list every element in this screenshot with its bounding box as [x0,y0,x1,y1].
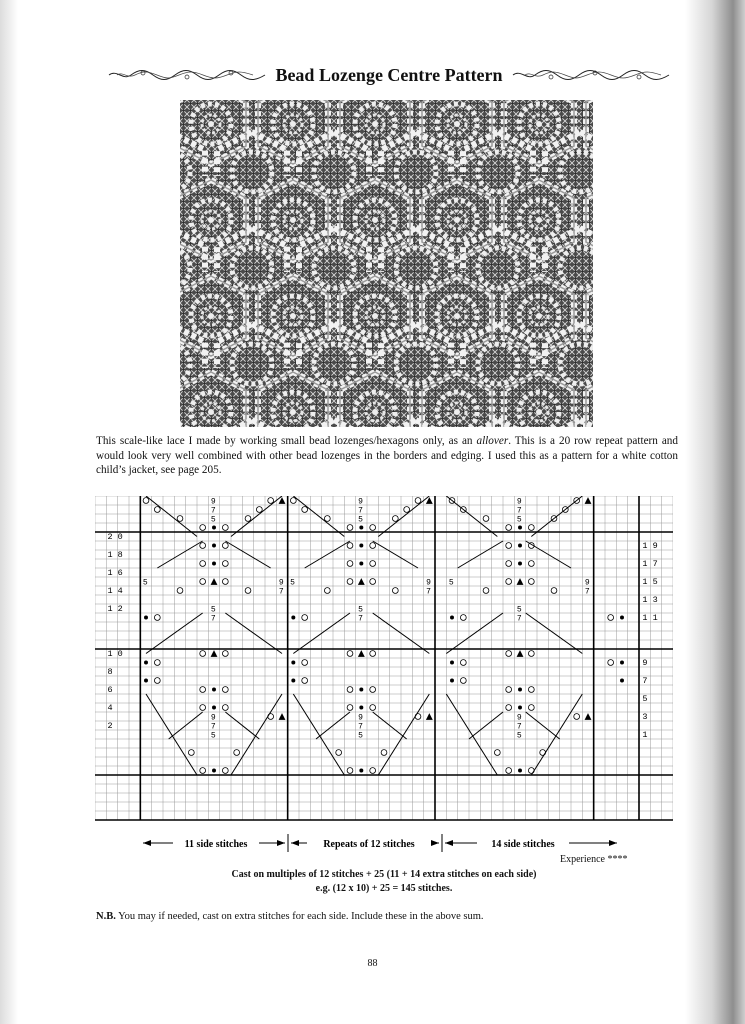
stitch-count-number: 7 [516,614,522,624]
stitch-count-number: 9 [584,578,590,588]
stitch-count-number: 5 [290,578,295,588]
stitch-count-number: 7 [210,506,216,516]
stitch-count-number: 5 [358,605,363,615]
arrow-left-icon [143,840,151,846]
cast-on-line2: e.g. (12 x 10) + 25 = 145 stitches. [315,883,453,894]
row-number-right: 1 1 [642,613,658,624]
stitch-count-number: 9 [516,713,522,723]
stitch-count-number: 9 [210,713,216,723]
bead-symbol [620,661,624,665]
bead-symbol [518,769,522,773]
bead-symbol [518,688,522,692]
bead-symbol [291,661,295,665]
nb-note [96,911,686,922]
bead-symbol [518,562,522,566]
stitch-count-number: 7 [584,587,590,597]
row-number-right: 1 7 [642,559,658,570]
binding-gutter-shadow [685,0,745,1024]
row-number-left: 1 6 [107,568,123,579]
lace-swatch-photo [180,100,593,427]
stitch-count-number: 5 [516,731,522,741]
row-number-left: 1 8 [107,550,123,561]
bead-symbol [518,544,522,548]
intro-text-part1: This scale-like lace I made by working small bead lozenges/hexagons only, as an [96,435,477,447]
row-number-left: 4 [107,703,113,714]
stitch-count-number: 5 [448,578,454,588]
bead-symbol [212,706,216,710]
row-number-right: 1 9 [642,541,658,552]
stitch-count-number: 7 [278,587,284,597]
stitch-count-number: 9 [278,578,284,588]
bead-symbol [144,661,148,665]
bead-symbol [212,688,216,692]
repeats-label: Repeats of 12 stitches [323,839,415,850]
arrow-left-icon [445,840,453,846]
bead-symbol [359,526,363,530]
stitch-count-number: 5 [210,515,216,525]
arrow-right-icon [277,840,285,846]
arrow-right-icon [609,840,617,846]
bead-symbol [359,769,363,773]
bead-symbol [359,544,363,548]
bead-symbol [450,661,454,665]
stitch-count-number: 5 [142,578,148,588]
stitch-count-number: 5 [358,515,363,525]
cast-on-line1: Cast on multiples of 12 stitches + 25 (11 + 14 extra stitches on each side) [231,869,537,880]
bead-symbol [518,526,522,530]
nb-label: N.B. [96,911,116,922]
bead-symbol [450,616,454,620]
stitch-count-number: 9 [358,497,363,507]
bead-symbol [144,679,148,683]
stitch-count-number: 5 [210,731,216,741]
stitch-count-number: 5 [210,605,216,615]
bead-symbol [450,679,454,683]
stitch-count-number: 9 [210,497,216,507]
bead-symbol [359,562,363,566]
bead-symbol [212,562,216,566]
arrow-right-icon [431,840,439,846]
knitting-chart [95,496,673,834]
bead-symbol [359,706,363,710]
row-number-left: 6 [107,685,113,696]
page-title: Bead Lozenge Centre Pattern [275,64,503,85]
cast-on-instructions [95,868,673,896]
arrow-left-icon [291,840,299,846]
left-flourish-icon [107,67,267,83]
side-left-label: 11 side stitches [184,839,248,850]
page-number: 88 [367,958,378,969]
bead-symbol [620,679,624,683]
stitch-count-number: 7 [358,722,363,732]
row-number-right: 5 [642,694,648,705]
stitch-count-number: 7 [358,614,363,624]
row-number-right: 1 3 [642,595,658,606]
experience-rating: Experience **** [560,854,628,865]
bead-symbol [144,616,148,620]
bead-symbol [620,616,624,620]
row-number-right: 1 [642,730,648,741]
chart-background [95,496,673,834]
intro-paragraph [96,434,678,478]
stitch-count-number: 5 [358,731,363,741]
bead-symbol [212,769,216,773]
stitch-count-number: 9 [358,713,363,723]
title-row [100,62,678,88]
right-flourish-icon [511,67,671,83]
bead-symbol [291,679,295,683]
intro-text-part2: . This is a 20 row repeat pattern and would look very well combined with other bead lozenges in the borders and edging. I used this as a pattern for a white cotton child’s jacket, see page 205. [96,435,678,477]
row-number-left: 1 2 [107,604,123,615]
side-right-label: 14 side stitches [491,839,555,850]
row-number-right: 9 [642,658,648,669]
stitch-count-number: 7 [358,506,363,516]
stitch-count-number: 7 [516,722,522,732]
bead-symbol [518,706,522,710]
bead-symbol [212,544,216,548]
stitch-count-number: 9 [426,578,431,588]
page-edge-shadow [0,0,18,1024]
row-number-right: 3 [642,712,648,723]
intro-allover-italic: allover [476,435,509,447]
stitch-count-number: 7 [516,506,522,516]
stitch-count-number: 7 [210,722,216,732]
row-number-right: 1 5 [642,577,658,588]
stitch-count-number: 5 [516,515,522,525]
stitch-count-labels [95,834,673,852]
row-number-left: 2 [107,721,113,732]
stitch-count-number: 7 [426,587,431,597]
row-number-left: 1 0 [107,649,123,660]
row-number-left: 2 0 [107,532,123,543]
row-number-right: 7 [642,676,648,687]
row-number-left: 8 [107,667,113,678]
bead-symbol [291,616,295,620]
bead-symbol [212,526,216,530]
stitch-count-number: 9 [516,497,522,507]
stitch-count-number: 5 [516,605,522,615]
stitch-count-number: 7 [210,614,216,624]
nb-text: You may if needed, cast on extra stitches for each side. Include these in the above sum. [115,911,484,922]
bead-symbol [359,688,363,692]
row-number-left: 1 4 [107,586,123,597]
